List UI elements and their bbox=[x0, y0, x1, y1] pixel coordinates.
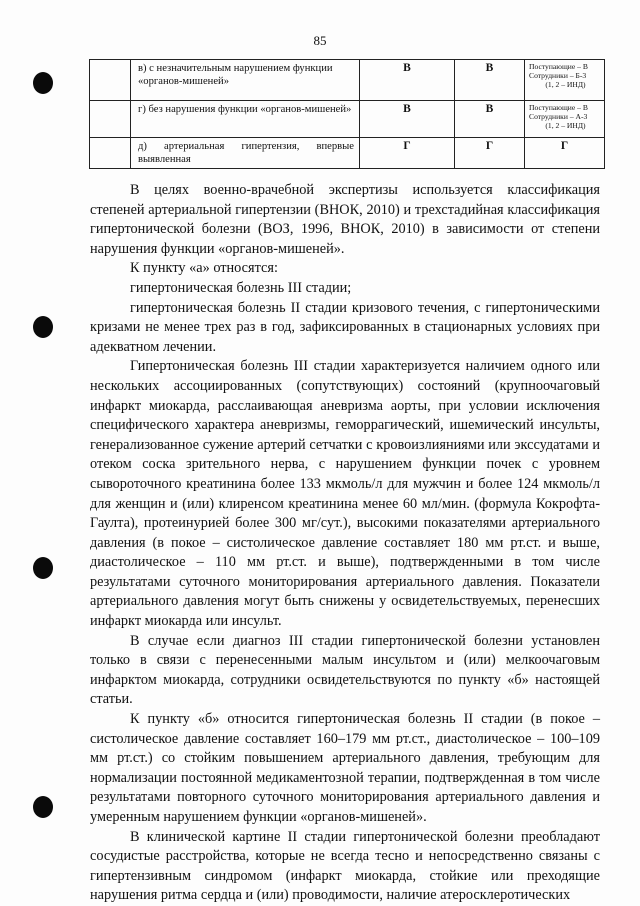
paragraph-item-a-stage2: гипертоническая болезнь II стадии кризового течения, с гипертоническими кризами не менее трех раз в год, зафиксированных в стационарных условиях при адекватном лечении. bbox=[90, 299, 600, 355]
paragraph-item-a-stage3: гипертоническая болезнь III стадии; bbox=[130, 279, 352, 296]
table-cell-description: д) артериальная гипертензия, впервые выявленная bbox=[131, 138, 360, 169]
table-cell-description: г) без нарушения функции «органов-мишеней» bbox=[131, 101, 360, 138]
paragraph-stage3-description: Гипертоническая болезнь III стадии характеризуется наличием одного или нескольких ассоциированных (сопутствующих) состояний (крупноочаговый инфаркт миокарда, расслаивающая аневризма аорты, при условии исключения специфического характера аневризмы, геморрагический, ишемический инсульты, генерализованное сужение артерий сетчатки с кровоизлияниями или экссудатами и отеком соска зрительного нерва, с нарушением функции почек с уровнем сывороточного креатинина более 133 мкмоль/л для мужчин и более 124 мкмоль/л для женщин и (или) клиренсом креатинина менее 60 мл/мин. (формула Кокрофта-Гаулта), протеинурией более 300 мг/сут.), высокими показателями артериального давления (в покое – систолическое давление составляет 180 мм рт.ст. и выше, диастолическое – 110 мм рт.ст. и выше), подтвержденными в том числе результатами суточного мониторирования артериального давления. Показатели артериального давления могут быть снижены у освидетельствуемых, перенесших инфаркт миокарда или инсульт. bbox=[90, 358, 600, 630]
article-body bbox=[90, 181, 600, 906]
paragraph-item-b: К пункту «б» относится гипертоническая болезнь II стадии (в покое – систолическое давление составляет 160–179 мм рт.ст., диастолическое – 100–109 мм рт.ст.) со стойким повышением артериального давления, требующим для нормализации постоянной медикаментозной терапии, подтвержденная в том числе результатами повторного суточного мониторирования артериального давления и умеренным нарушением функции «органов-мишеней». bbox=[90, 711, 600, 825]
paragraph-stage2-clinical: В клинической картине II стадии гипертонической болезни преобладают сосудистые расстройства, которые не всегда тесно и непосредственно связаны с гипертензивным синдромом (инфаркт миокарда, стойкие или преходящие нарушения ритма сердца и (или) проводимости, наличие атеросклеротических bbox=[90, 828, 600, 904]
category-line: Сотрудники – Б-3 bbox=[529, 71, 587, 81]
table-row bbox=[90, 60, 605, 101]
page-number: 85 bbox=[313, 33, 327, 48]
binder-hole-lower-middle bbox=[33, 557, 53, 579]
binder-hole-upper-middle bbox=[33, 316, 53, 338]
category-table bbox=[89, 59, 605, 169]
table-cell-category-c: Г bbox=[525, 138, 605, 169]
category-line: (1, 2 – ИНД) bbox=[545, 121, 586, 131]
binder-hole-top bbox=[33, 72, 53, 94]
table-row bbox=[90, 101, 605, 138]
table-cell-category-c bbox=[525, 60, 605, 101]
category-line: Поступающие – В bbox=[529, 103, 588, 112]
category-line: (1, 2 – ИНД) bbox=[545, 80, 586, 90]
table-cell-category-b: В bbox=[455, 101, 525, 138]
binder-hole-bottom bbox=[33, 796, 53, 818]
table-cell-category-b: В bbox=[455, 60, 525, 101]
table-cell-empty bbox=[90, 60, 131, 101]
table-cell-empty bbox=[90, 138, 131, 169]
table-cell-description: в) с незначительным нарушением функции «органов-мишеней» bbox=[131, 60, 360, 101]
table-row bbox=[90, 138, 605, 169]
category-line: Поступающие – В bbox=[529, 62, 588, 71]
table-cell-category-a: В bbox=[360, 101, 455, 138]
table-cell-category-b: Г bbox=[455, 138, 525, 169]
table-cell-category-a: В bbox=[360, 60, 455, 101]
paragraph-stage3-exception: В случае если диагноз III стадии гипертонической болезни установлен только в связи с перенесенными малым инсультом и (или) мелкоочаговым инфарктом миокарда, сотрудники освидетельствуются по пункту «б» настоящей статьи. bbox=[90, 632, 600, 708]
category-line: Сотрудники – А-3 bbox=[529, 112, 588, 122]
table-cell-empty bbox=[90, 101, 131, 138]
table-cell-category-c bbox=[525, 101, 605, 138]
table-cell-category-a: Г bbox=[360, 138, 455, 169]
paragraph-classification: В целях военно-врачебной экспертизы используется классификация степеней артериальной гипертензии (ВНОК, 2010) и трехстадийная классификация гипертонической болезни (ВОЗ, 1996, ВНОК, 2010) в зависимости от степени нарушения функции «органов-мишеней». bbox=[90, 182, 600, 257]
paragraph-item-a-heading: К пункту «а» относятся: bbox=[130, 260, 278, 277]
